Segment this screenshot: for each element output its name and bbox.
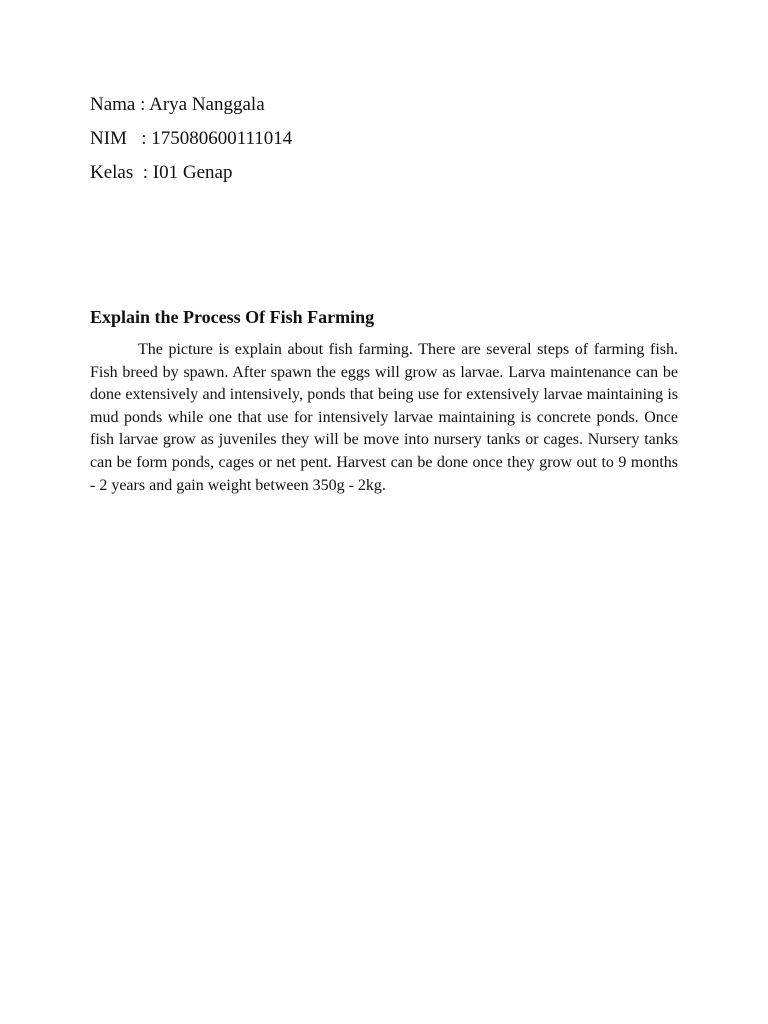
document-body: [90, 305, 678, 497]
document-paragraph: The picture is explain about fish farming. There are several steps of farming fish. Fish breed by spawn. After spawn the eggs will grow as larvae. Larva maintenance can be done extensively and intensively, ponds that being use for extensively larvae maintaining is mud ponds while one that use for intensively larvae maintaining is concrete ponds. Once fish larvae grow as juveniles they will be move into nursery tanks or cages. Nursery tanks can be form ponds, cages or net pent. Harvest can be done once they grow out to 9 months - 2 years and gain weight between 350g - 2kg.: [90, 341, 678, 494]
document-heading: Explain the Process Of Fish Farming: [90, 307, 375, 327]
student-class: Kelas : I01 Genap: [90, 162, 233, 183]
student-nim: NIM : 175080600111014: [90, 128, 293, 149]
student-identity-block: [90, 94, 490, 196]
student-name: Nama : Arya Nanggala: [90, 94, 265, 115]
